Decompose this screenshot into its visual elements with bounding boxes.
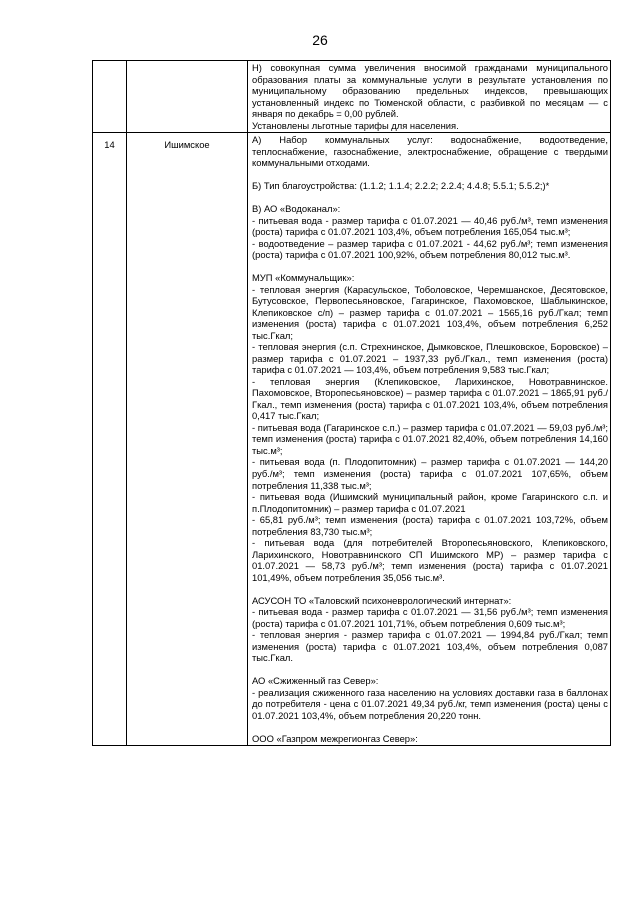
blank-line: [252, 169, 608, 181]
blank-line: [252, 192, 608, 204]
paragraph: - 65,81 руб./м³; темп изменения (роста) тарифа с 01.07.2021 103,72%, объем потребления 83,730 тыс.м³;: [252, 514, 608, 537]
paragraph: - питьевая вода - размер тарифа с 01.07.2021 — 40,46 руб./м³, темп изменения (роста) тарифа с 01.07.2021 103,4%, объем потребления 165,054 тыс.м³;: [252, 214, 608, 238]
paragraph: ООО «Газпром межрегионгаз Север»:: [252, 732, 418, 744]
content-cell: [248, 133, 611, 746]
paragraph: - реализация сжиженного газа населению на условиях доставки газа в баллонах до потребителя - цена с 01.07.2021 49,34 руб./кг, темп изменения (роста) цены с 01.07.2021 103,4%, объем потребления 20,220 тонн.: [252, 686, 608, 721]
paragraph: - тепловая энергия - размер тарифа с 01.07.2021 — 1994,84 руб./Гкал; темп изменения (роста) тарифа с 01.07.2021 103,4%, объем потребления 0,087 тыс.Гкал.: [252, 629, 608, 664]
blank-line: [252, 721, 608, 733]
page-number: 26: [312, 32, 328, 48]
row-number-cell: 14: [93, 133, 127, 746]
municipality-cell: Ишимское: [127, 133, 248, 746]
municipality-cell: [127, 61, 248, 133]
blank-line: [252, 583, 608, 595]
paragraph: - питьевая вода - размер тарифа с 01.07.2021 — 31,56 руб./м³; темп изменения (роста) тарифа с 01.07.2021 101,71%, объем потребления 0,609 тыс.м³;: [252, 606, 608, 629]
paragraph: АО «Сжиженный газ Север»:: [252, 675, 379, 687]
paragraph: - питьевая вода (п. Плодопитомник) – размер тарифа с 01.07.2021 — 144,20 руб./м³; темп изменения (роста) тарифа с 01.07.2021 107,65%, объем потребления 11,338 тыс.м³;: [252, 456, 608, 491]
table-row: [93, 133, 611, 746]
table-row: [93, 61, 611, 133]
paragraph: - тепловая энергия (Клепиковское, Ларихинское, Новотравнинское. Пахомовское, Второпесьяновское) – размер тарифа с 01.07.2021 – 1865,91 руб./Гкал., темп изменения (роста) тарифа с 01.07.2021 103,4%, объем потребления 0,417 тыс.Гкал;: [252, 375, 608, 422]
paragraph: А) Набор коммунальных услуг: водоснабжение, водоотведение, теплоснабжение, газоснабжение, электроснабжение, обращение с твердыми коммунальными отходами.: [252, 134, 608, 169]
blank-line: [252, 664, 608, 676]
paragraph: - питьевая вода (Гагаринское с.п.) – размер тарифа с 01.07.2021 — 59,03 руб./м³; темп изменения (роста) тарифа с 01.07.2021 82,40%, объем потребления 14,160 тыс.м³;: [252, 421, 608, 456]
blank-line: [252, 261, 608, 273]
paragraph: - тепловая энергия (с.п. Стрехнинское, Дымковское, Плешковское, Боровское) – размер тарифа с 01.07.2021 – 1937,33 руб./Гкал., темп изменения (роста) тарифа с 01.07.2021 — 103,4%, объем потребления 9,583 тыс.Гкал;: [252, 341, 608, 376]
paragraph: В) АО «Водоканал»:: [252, 203, 341, 215]
paragraph: - питьевая вода (для потребителей Второпесьяновского, Клепиковского, Ларихинского, Новотравнинского СП Ишимского МР) – размер тарифа с 01.07.2021 — 58,73 руб./м³; темп изменения (роста) тарифа с 01.07.2021 101,49%, объем потребления 35,056 тыс.м³.: [252, 537, 608, 583]
tariff-table: [92, 60, 611, 746]
paragraph: - питьевая вода (Ишимский муниципальный район, кроме Гагаринского с.п. и п.Плодопитомник) – размер тарифа с 01.07.2021: [252, 491, 608, 514]
paragraph: Установлены льготные тарифы для населения.: [252, 119, 459, 131]
paragraph: АСУСОН ТО «Таловский психоневрологический интернат»:: [252, 594, 512, 606]
paragraph: МУП «Коммунальщик»:: [252, 272, 355, 284]
content-cell: [248, 61, 611, 133]
paragraph: - водоотведение – размер тарифа с 01.07.2021 - 44,62 руб./м³; темп изменения (роста) тарифа с 01.07.2021 100,92%, объем потребления 80,012 тыс.м³.: [252, 237, 608, 261]
paragraph: Б) Тип благоустройства: (1.1.2; 1.1.4; 2.2.2; 2.2.4; 4.4.8; 5.5.1; 5.5.2;)*: [252, 180, 550, 192]
paragraph: - тепловая энергия (Карасульское, Тоболовское, Черемшанское, Десятовское, Бутусовское, Первопесьяновское, Гагаринское, Пахомовское, Шаблыкинское, Клепиковское с/п) – размер тарифа с 01.07.2021 – 1565,16 руб./Гкал; темп изменения (роста) тарифа с 01.07.2021 103,4%, объем потребления 6,252 тыс.Гкал;: [252, 283, 608, 341]
row-number-cell: [93, 61, 127, 133]
paragraph: Н) совокупная сумма увеличения вносимой гражданами муниципального образования платы за коммунальные услуги в результате установления по муниципальному образованию предельных индексов, превышающих установленный индекс по Тюменской области, с разбивкой по месяцам — с января по декабрь = 0,00 рублей.: [252, 62, 608, 120]
